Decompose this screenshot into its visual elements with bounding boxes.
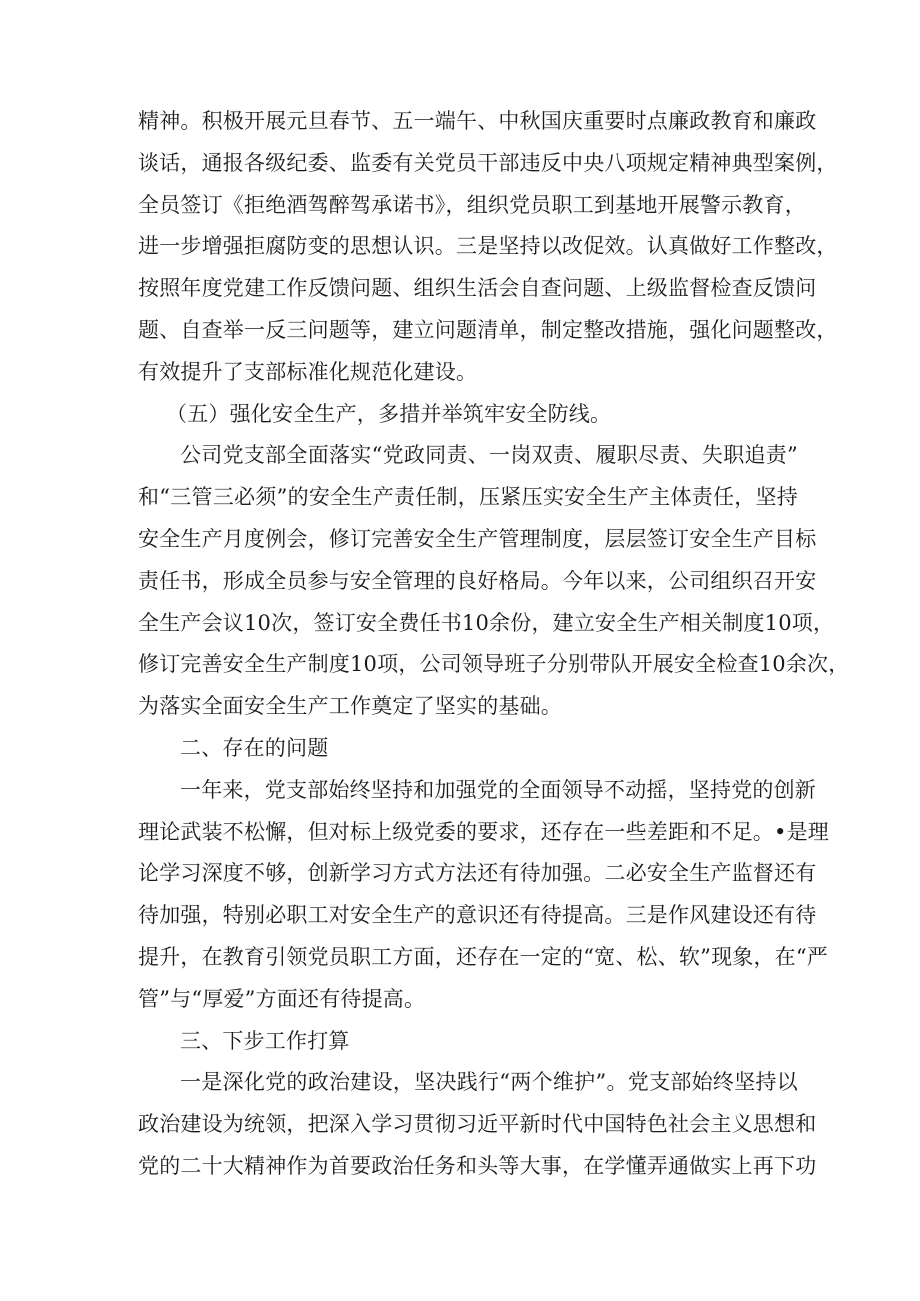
text-line: 修订完善安全生产制度10项，公司领导班子分别带队开展安全检查10余次， bbox=[138, 652, 850, 677]
text-line: 安全生产月度例会，修订完善安全生产管理制度，层层签订安全生产目标 bbox=[138, 526, 817, 551]
text-line: 一是深化党的政治建设，坚决践行“两个维护”。党支部始终坚持以 bbox=[180, 1070, 798, 1095]
document-body bbox=[138, 101, 850, 1188]
text-line: 一年来，党支部始终坚持和加强党的全面领导不动摇，坚持党的创新 bbox=[180, 777, 816, 802]
section-heading: 二、存在的问题 bbox=[180, 735, 329, 760]
text-line: 进一步增强拒腐防变的思想认识。三是坚持以改促效。认真做好工作整改， bbox=[138, 234, 838, 259]
text-line: 党的二十大精神作为首要政治任务和头等大事，在学懂弄通做实上再下功 bbox=[138, 1153, 817, 1178]
text-line: 和“三管三必须”的安全生产责任制，压紧压实安全生产主体责任，坚持 bbox=[138, 485, 798, 510]
section-heading: （五）强化安全生产，多措并举筑牢安全防线。 bbox=[166, 401, 612, 426]
text-line: 管”与“厚爱”方面还有待提高。 bbox=[138, 986, 426, 1011]
text-line: 全生产会议10次，签订安全费任书10余份，建立安全生产相关制度10项， bbox=[138, 610, 835, 635]
text-line: 待加强，特别必职工对安全生产的意识还有待提高。三是作风建设还有待 bbox=[138, 903, 817, 928]
text-line: 全员签订《拒绝酒驾醉驾承诺书》，组织党员职工到基地开展警示教育， bbox=[138, 192, 806, 217]
text-line: 理论武装不松懈，但对标上级党委的要求，还存在一些差距和不足。•是理 bbox=[138, 819, 829, 844]
text-line: 题、自查举一反三问题等，建立问题清单，制定整改措施，强化问题整改， bbox=[138, 317, 838, 342]
text-line: 提升，在教育引领党员职工方面，还存在一定的“宽、松、软”现象，在“严 bbox=[138, 944, 829, 969]
text-line: 为落实全面安全生产工作奠定了坚实的基础。 bbox=[138, 694, 562, 719]
text-line: 政治建设为统领，把深入学习贯彻习近平新时代中国特色社会主义思想和 bbox=[138, 1112, 817, 1137]
text-line: 精神。积极开展元旦春节、五一端午、中秋国庆重要时点廉政教育和廉政 bbox=[138, 109, 817, 133]
text-line: 论学习深度不够，创新学习方式方法还有待加强。二必安全生产监督还有 bbox=[138, 861, 817, 886]
section-heading: 三、下步工作打算 bbox=[180, 1028, 350, 1053]
text-line: 责任书，形成全员参与安全管理的良好格局。今年以来，公司组织召开安 bbox=[138, 568, 817, 593]
text-line: 公司党支部全面落实“党政同责、一岗双责、履职尽责、失职追责” bbox=[180, 443, 798, 468]
text-line: 谈话，通报各级纪委、监委有关党员干部违反中央八项规定精神典型案例， bbox=[138, 150, 838, 175]
text-line: 按照年度党建工作反馈问题、组织生活会自查问题、上级监督检查反馈问 bbox=[138, 276, 817, 301]
text-line: 有效提升了支部标准化规范化建设。 bbox=[138, 359, 478, 384]
